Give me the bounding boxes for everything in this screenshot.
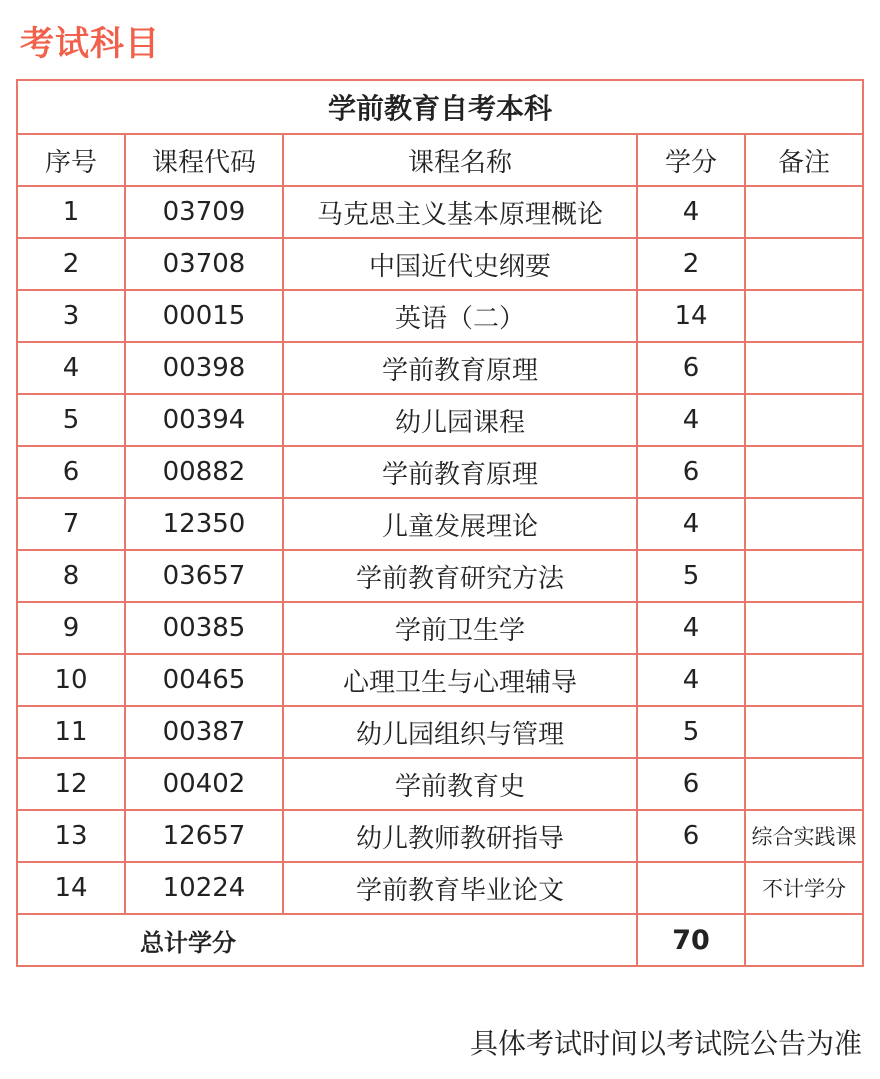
cell-no: 13 [17,810,125,862]
cell-code: 03657 [125,550,283,602]
page-heading: 考试科目 [20,24,160,64]
cell-no: 4 [17,342,125,394]
cell-name: 幼儿园课程 [283,394,637,446]
cell-note: 综合实践课 [745,810,863,862]
cell-name: 儿童发展理论 [283,498,637,550]
cell-code: 03709 [125,186,283,238]
cell-credit: 6 [637,810,745,862]
cell-code: 12350 [125,498,283,550]
cell-code: 00387 [125,706,283,758]
footnote: 具体考试时间以考试院公告为准 [469,1027,862,1060]
course-table [16,79,864,967]
cell-no: 7 [17,498,125,550]
total-value: 70 [637,914,745,966]
cell-no: 8 [17,550,125,602]
cell-code: 00882 [125,446,283,498]
cell-credit: 4 [637,186,745,238]
cell-code: 10224 [125,862,283,914]
cell-note [745,550,863,602]
cell-no: 14 [17,862,125,914]
cell-code: 03708 [125,238,283,290]
cell-name: 学前教育史 [283,758,637,810]
cell-note [745,342,863,394]
cell-name: 学前教育毕业论文 [283,862,637,914]
cell-credit: 14 [637,290,745,342]
table-row [17,706,863,758]
cell-no: 6 [17,446,125,498]
cell-credit: 2 [637,238,745,290]
cell-name: 中国近代史纲要 [283,238,637,290]
cell-note [745,186,863,238]
cell-code: 12657 [125,810,283,862]
cell-credit: 4 [637,394,745,446]
cell-name: 幼儿教师教研指导 [283,810,637,862]
table-row [17,862,863,914]
course-rows [17,186,863,914]
table-row [17,654,863,706]
cell-note [745,446,863,498]
table-row [17,550,863,602]
table-row [17,498,863,550]
cell-no: 10 [17,654,125,706]
cell-no: 11 [17,706,125,758]
cell-note [745,706,863,758]
cell-credit: 6 [637,342,745,394]
table-row [17,602,863,654]
cell-credit: 5 [637,550,745,602]
cell-name: 幼儿园组织与管理 [283,706,637,758]
cell-credit: 6 [637,446,745,498]
cell-note [745,498,863,550]
cell-credit: 5 [637,706,745,758]
cell-credit: 4 [637,498,745,550]
cell-code: 00394 [125,394,283,446]
table-row [17,758,863,810]
table-row [17,238,863,290]
cell-code: 00398 [125,342,283,394]
total-row [17,914,863,966]
cell-name: 学前教育原理 [283,446,637,498]
cell-no: 3 [17,290,125,342]
header-no: 序号 [17,134,125,186]
header-note: 备注 [745,134,863,186]
table-title-row [17,80,863,134]
table-row [17,394,863,446]
total-note-empty [745,914,863,966]
cell-credit: 4 [637,602,745,654]
cell-credit: 4 [637,654,745,706]
cell-name: 心理卫生与心理辅导 [283,654,637,706]
cell-note [745,238,863,290]
cell-code: 00015 [125,290,283,342]
cell-name: 马克思主义基本原理概论 [283,186,637,238]
cell-no: 9 [17,602,125,654]
cell-name: 学前教育原理 [283,342,637,394]
cell-note [745,654,863,706]
cell-note [745,290,863,342]
cell-name: 学前教育研究方法 [283,550,637,602]
cell-code: 00385 [125,602,283,654]
cell-note [745,394,863,446]
cell-name: 学前卫生学 [283,602,637,654]
total-label: 总计学分 [17,914,637,966]
cell-name: 英语（二） [283,290,637,342]
cell-credit: 6 [637,758,745,810]
cell-no: 12 [17,758,125,810]
table-row [17,186,863,238]
table-title: 学前教育自考本科 [17,80,863,134]
cell-note [745,758,863,810]
table-row [17,342,863,394]
cell-credit [637,862,745,914]
header-credit: 学分 [637,134,745,186]
header-name: 课程名称 [283,134,637,186]
cell-no: 5 [17,394,125,446]
cell-code: 00402 [125,758,283,810]
cell-note: 不计学分 [745,862,863,914]
table-row [17,810,863,862]
cell-code: 00465 [125,654,283,706]
table-row [17,290,863,342]
cell-note [745,602,863,654]
table-header-row [17,134,863,186]
cell-no: 1 [17,186,125,238]
cell-no: 2 [17,238,125,290]
header-code: 课程代码 [125,134,283,186]
table-row [17,446,863,498]
